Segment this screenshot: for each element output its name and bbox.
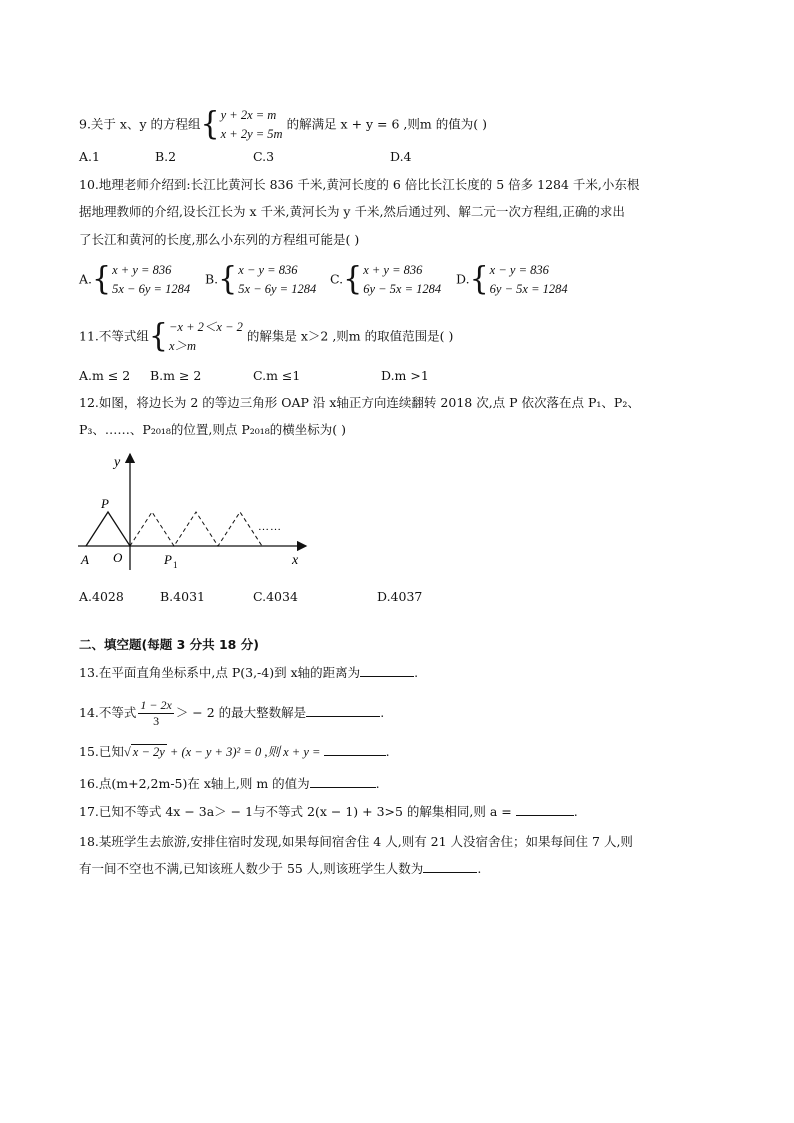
o-label: O xyxy=(113,550,123,565)
q14-answer-blank[interactable] xyxy=(306,704,380,717)
q13-answer-blank[interactable] xyxy=(360,664,414,677)
q14-end: . xyxy=(380,705,385,720)
q14-fraction xyxy=(138,698,173,729)
eq1: x + y = 836 xyxy=(112,263,172,277)
q12-option-b[interactable]: B.4031 xyxy=(160,589,205,604)
q14 xyxy=(79,698,384,729)
q12-figure xyxy=(70,446,320,576)
eq1: x − y = 836 xyxy=(489,263,549,277)
eq2: 6y − 5x = 1284 xyxy=(489,282,568,296)
p-label: P xyxy=(101,496,109,511)
q9-eq2: x + 2y = 5m xyxy=(220,127,283,141)
eq2: 5x − 6y = 1284 xyxy=(238,282,317,296)
q18-end: . xyxy=(477,861,482,876)
q12-line1: 12.如图，将边长为 2 的等边三角形 OAP 沿 x轴正方向连续翻转 2018 次,点 P 依次落在点 P₁、P₂、 xyxy=(79,395,640,410)
section-2-title: 二、填空题(每题 3 分共 18 分) xyxy=(79,637,259,652)
q16 xyxy=(79,775,380,793)
q15-answer-blank[interactable] xyxy=(324,743,386,756)
q9-option-d[interactable]: D.4 xyxy=(390,149,412,164)
x-label: x xyxy=(292,553,299,568)
q17 xyxy=(79,803,578,821)
p1-label: P xyxy=(164,552,172,567)
q10-line1: 10.地理老师介绍到:长江比黄河长 836 千米,黄河长度的 6 倍比长江长度的 5 倍多 1284 千米,小东根 xyxy=(79,177,640,192)
q10-option-c-label: C. xyxy=(330,271,344,287)
q15-prefix: 15.已知 xyxy=(79,744,124,759)
q10-option-a-system xyxy=(112,261,190,299)
q11-stem xyxy=(79,318,453,356)
q10-option-b-system xyxy=(238,261,316,299)
q18-line1: 18.某班学生去旅游,安排住宿时发现,如果每间宿舍住 4 人,则有 21 人没宿舍住；如果每间住 7 人,则 xyxy=(79,834,633,849)
q9-eq1: y + 2x = m xyxy=(220,108,277,122)
q10-option-b-label: B. xyxy=(205,271,219,287)
a-label: A xyxy=(81,552,89,567)
q11-option-a[interactable]: A.m ≤ 2 xyxy=(79,368,131,383)
q10-option-a-label: A. xyxy=(79,271,93,287)
q9-system xyxy=(221,106,283,144)
q10-option-b[interactable] xyxy=(205,261,316,299)
q11-brace: { xyxy=(148,318,168,355)
q9-option-c[interactable]: C.3 xyxy=(253,149,275,164)
q11-suffix: 的解集是 x＞2 ,则m 的取值范围是( ) xyxy=(246,328,454,344)
q11-eq2: x＞m xyxy=(168,339,197,353)
brace: { xyxy=(469,261,489,298)
q18-answer-blank[interactable] xyxy=(423,860,477,873)
q11-option-c[interactable]: C.m ≤1 xyxy=(253,368,301,383)
q17-end: . xyxy=(573,804,578,819)
q16-end: . xyxy=(375,776,380,791)
eq1: x − y = 836 xyxy=(238,263,298,277)
q10-option-a[interactable] xyxy=(79,261,190,299)
dots-label: …… xyxy=(258,521,282,533)
q11-eq1: −x + 2＜x − 2 xyxy=(168,320,243,334)
eq2: 5x − 6y = 1284 xyxy=(112,282,191,296)
q11-system xyxy=(169,318,243,356)
q11-option-b[interactable]: B.m ≥ 2 xyxy=(150,368,202,383)
q14-prefix: 14.不等式 xyxy=(79,705,137,720)
q18-line2: 有一间不空也不满,已知该班人数少于 55 人,则该班学生人数为 xyxy=(79,861,424,876)
q10-option-d-system xyxy=(490,261,568,299)
q9-option-b[interactable]: B.2 xyxy=(155,149,177,164)
q9-suffix: 的解满足 x + y = 6 ,则m 的值为( ) xyxy=(286,116,487,132)
q9-brace: { xyxy=(200,106,220,143)
q10-option-c[interactable] xyxy=(330,261,441,299)
q15-mid: + (x − y + 3)² = 0 ,则 x + y = xyxy=(166,745,324,759)
q10-line3: 了长江和黄河的长度,那么小东列的方程组可能是( ) xyxy=(79,232,360,247)
q14-mid: ＞ − 2 的最大整数解是 xyxy=(175,705,307,720)
eq2: 6y − 5x = 1284 xyxy=(363,282,442,296)
y-label: y xyxy=(114,455,121,470)
q13-text: 13.在平面直角坐标系中,点 P(3,-4)到 x轴的距离为 xyxy=(79,665,361,680)
q16-text: 16.点(m+2,2m-5)在 x轴上,则 m 的值为 xyxy=(79,776,310,791)
q16-answer-blank[interactable] xyxy=(310,775,376,788)
q12-option-d[interactable]: D.4037 xyxy=(377,589,423,604)
q9-option-a[interactable]: A.1 xyxy=(79,149,100,164)
q12-line2: P₃、……、P₂₀₁₈的位置,则点 P₂₀₁₈的横坐标为( ) xyxy=(79,422,347,437)
brace: { xyxy=(343,261,363,298)
q15-radicand: x − 2y xyxy=(132,745,165,759)
q10-option-d[interactable] xyxy=(456,261,568,299)
q18-line2-wrap xyxy=(79,860,481,878)
q12-option-a[interactable]: A.4028 xyxy=(79,589,124,604)
q17-text: 17.已知不等式 4x − 3a＞ − 1与不等式 2(x − 1) + 3>5 的解集相同,则 a = xyxy=(79,804,516,819)
q17-answer-blank[interactable] xyxy=(516,803,574,816)
dashed-flip-path xyxy=(130,512,262,546)
triangle-oap xyxy=(86,512,130,546)
sqrt-symbol: √ xyxy=(123,745,131,759)
q11-option-d[interactable]: D.m >1 xyxy=(381,368,429,383)
brace: { xyxy=(92,261,112,298)
q15 xyxy=(79,743,390,761)
q9-stem xyxy=(79,106,487,144)
brace: { xyxy=(218,261,238,298)
q13-end: . xyxy=(414,665,419,680)
q11-prefix: 11.不等式组 xyxy=(79,328,149,344)
q10-line2: 据地理教师的介绍,设长江长为 x 千米,黄河长为 y 千米,然后通过列、解二元一次方程组,正确的求出 xyxy=(79,204,625,219)
eq1: x + y = 836 xyxy=(363,263,423,277)
p1-subscript: 1 xyxy=(173,560,178,570)
q14-numerator: 1 − 2x xyxy=(140,698,172,712)
q15-end: . xyxy=(385,744,390,759)
q9-prefix: 9.关于 x、y 的方程组 xyxy=(79,116,201,132)
q10-option-d-label: D. xyxy=(456,271,470,287)
q12-option-c[interactable]: C.4034 xyxy=(253,589,298,604)
q10-option-c-system xyxy=(363,261,441,299)
q14-denominator: 3 xyxy=(153,714,160,728)
q13 xyxy=(79,664,418,682)
